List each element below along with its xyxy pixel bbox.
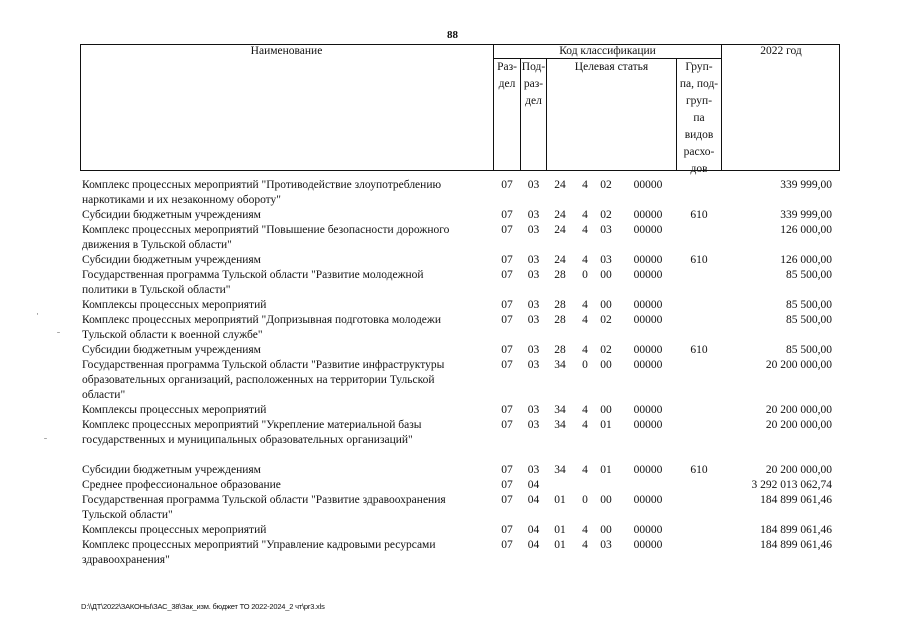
cell-t1: 34 <box>554 359 566 371</box>
cell-podrazdel: 03 <box>527 404 540 416</box>
table-row <box>80 538 840 568</box>
cell-t3: 00 <box>600 524 612 536</box>
cell-amount: 184 899 061,46 <box>760 524 832 536</box>
cell-podrazdel: 03 <box>527 314 540 326</box>
cell-t2: 4 <box>582 224 588 236</box>
cell-t2: 4 <box>582 299 588 311</box>
cell-t3: 01 <box>600 419 612 431</box>
table-row <box>80 208 840 223</box>
row-name <box>80 418 482 463</box>
row-name-line: государственных и муниципальных образовательных организаций" <box>82 434 413 446</box>
row-name <box>80 313 482 343</box>
header-podrazdel-line: дел <box>525 95 542 107</box>
cell-podrazdel: 04 <box>527 494 540 506</box>
cell-razdel: 07 <box>501 179 513 191</box>
cell-razdel: 07 <box>501 254 513 266</box>
row-name-line: Комплекс процессных мероприятий "Противодействие злоупотреблению <box>82 179 442 191</box>
header-group-line: дов <box>690 163 708 175</box>
cell-amount: 184 899 061,46 <box>760 494 832 506</box>
header-razdel-line: Раз- <box>497 61 517 73</box>
cell-razdel: 07 <box>501 419 513 431</box>
cell-t4: 00000 <box>633 269 663 281</box>
cell-podrazdel: 03 <box>527 179 540 191</box>
cell-t1: 28 <box>554 269 566 281</box>
row-name-line: Комплекс процессных мероприятий "Укрепление материальной базы <box>82 419 422 431</box>
row-name <box>80 178 482 208</box>
header-group <box>677 59 721 178</box>
cell-t3: 02 <box>600 209 612 221</box>
header-target: Целевая статья <box>574 61 649 73</box>
cell-amount: 85 500,00 <box>786 314 832 326</box>
cell-podrazdel: 03 <box>527 344 540 356</box>
row-name <box>80 268 482 298</box>
cell-t4: 00000 <box>633 344 663 356</box>
cell-group: 610 <box>690 344 708 356</box>
cell-razdel: 07 <box>501 344 513 356</box>
cell-t4: 00000 <box>633 179 663 191</box>
header-group-line: расхо- <box>683 146 715 158</box>
row-name-line: Комплекс процессных мероприятий "Управление кадровыми ресурсами <box>82 539 436 551</box>
cell-razdel: 07 <box>501 314 513 326</box>
cell-podrazdel: 03 <box>527 419 540 431</box>
cell-t1: 24 <box>554 179 566 191</box>
cell-t3: 00 <box>600 404 612 416</box>
row-name-line: Государственная программа Тульской области "Развитие инфраструктуры <box>82 359 445 371</box>
cell-t1: 34 <box>554 404 566 416</box>
cell-t2: 0 <box>582 269 588 281</box>
row-name-line: Тульской области" <box>82 509 173 521</box>
cell-razdel: 07 <box>501 524 513 536</box>
row-name <box>80 478 482 493</box>
cell-t4: 00000 <box>633 299 663 311</box>
cell-t2: 4 <box>582 179 588 191</box>
header-group-line: па, под- <box>679 78 719 90</box>
cell-podrazdel: 03 <box>527 254 540 266</box>
row-name-line: Субсидии бюджетным учреждениям <box>82 209 261 221</box>
row-name-line: области" <box>82 389 126 401</box>
cell-razdel: 07 <box>501 224 513 236</box>
cell-podrazdel: 03 <box>527 299 540 311</box>
cell-podrazdel: 04 <box>527 479 540 491</box>
table-row <box>80 268 840 298</box>
cell-t2: 4 <box>582 209 588 221</box>
cell-t4: 00000 <box>633 359 663 371</box>
cell-amount: 20 200 000,00 <box>765 464 832 476</box>
table-row <box>80 358 840 403</box>
row-name <box>80 538 482 568</box>
cell-t2: 4 <box>582 404 588 416</box>
row-name <box>80 208 482 223</box>
row-name <box>80 463 482 478</box>
cell-podrazdel: 03 <box>527 464 540 476</box>
cell-t2: 0 <box>582 494 588 506</box>
header-razdel-line: дел <box>498 78 516 90</box>
table-body <box>80 178 840 568</box>
row-name-line: Государственная программа Тульской области "Развитие здравоохранения <box>82 494 446 506</box>
cell-razdel: 07 <box>501 404 513 416</box>
cell-amount: 339 999,00 <box>780 209 832 221</box>
cell-t1: 01 <box>554 494 566 506</box>
cell-amount: 85 500,00 <box>786 269 832 281</box>
cell-t3: 00 <box>600 299 612 311</box>
table-row <box>80 178 840 208</box>
header-group-line: груп- <box>685 95 713 107</box>
row-name-line: Субсидии бюджетным учреждениям <box>82 464 261 476</box>
row-name-line: Комплексы процессных мероприятий <box>82 524 267 536</box>
cell-amount: 20 200 000,00 <box>765 404 832 416</box>
file-path-footer: D:\\ДТ\2022\ЗАКОНЫ\ЗАС_38\Зак_изм. бюджет ТО 2022-2024_2 чт\pr3.xls <box>81 602 325 611</box>
cell-razdel: 07 <box>501 494 513 506</box>
cell-t3: 02 <box>600 344 612 356</box>
row-name-line: Субсидии бюджетным учреждениям <box>82 344 261 356</box>
table-row <box>80 493 840 523</box>
header-code-group: Код классификации <box>559 45 656 57</box>
header-podrazdel <box>521 59 546 110</box>
cell-razdel: 07 <box>501 359 513 371</box>
cell-razdel: 07 <box>501 479 513 491</box>
row-name-line: Государственная программа Тульской области "Развитие молодежной <box>82 269 424 281</box>
cell-t2: 4 <box>582 419 588 431</box>
header-razdel <box>494 59 520 93</box>
row-name-line: Субсидии бюджетным учреждениям <box>82 254 261 266</box>
cell-t1: 34 <box>554 464 566 476</box>
cell-t3: 03 <box>600 224 612 236</box>
cell-amount: 3 292 013 062,74 <box>751 479 832 491</box>
cell-t3: 00 <box>600 269 612 281</box>
cell-razdel: 07 <box>501 209 513 221</box>
table-header <box>80 44 840 175</box>
row-name <box>80 223 482 253</box>
cell-t3: 01 <box>600 464 612 476</box>
row-name <box>80 358 482 403</box>
cell-t3: 02 <box>600 314 612 326</box>
cell-t3: 00 <box>600 494 612 506</box>
cell-podrazdel: 03 <box>527 224 540 236</box>
cell-t1: 01 <box>554 539 566 551</box>
margin-mark: ˗ <box>57 326 60 336</box>
row-name <box>80 493 482 523</box>
row-name-line: Комплекс процессных мероприятий "Повышение безопасности дорожного <box>82 224 450 236</box>
cell-podrazdel: 03 <box>527 209 540 221</box>
row-name-line: наркотиками и их незаконному обороту" <box>82 194 281 206</box>
cell-amount: 20 200 000,00 <box>765 359 832 371</box>
row-name-line: Тульской области к военной службе" <box>82 329 263 341</box>
header-year: 2022 год <box>760 45 802 57</box>
cell-t4: 00000 <box>633 209 663 221</box>
cell-t3: 03 <box>600 254 612 266</box>
page-number: 88 <box>447 29 458 41</box>
header-podrazdel-line: раз- <box>523 78 544 90</box>
cell-t2: 4 <box>582 464 588 476</box>
cell-t2: 4 <box>582 524 588 536</box>
row-name-line <box>82 448 482 463</box>
cell-razdel: 07 <box>501 269 513 281</box>
cell-amount: 184 899 061,46 <box>760 539 832 551</box>
row-name <box>80 523 482 538</box>
cell-amount: 85 500,00 <box>786 344 832 356</box>
cell-podrazdel: 04 <box>527 524 540 536</box>
cell-group: 610 <box>690 209 708 221</box>
cell-t3: 03 <box>600 539 612 551</box>
row-name-line: образовательных организаций, расположенных на территории Тульской <box>82 374 435 386</box>
cell-t3: 00 <box>600 359 612 371</box>
margin-mark: ˗ <box>44 432 47 442</box>
cell-amount: 20 200 000,00 <box>765 419 832 431</box>
row-name <box>80 253 482 268</box>
table-row <box>80 298 840 313</box>
table-row <box>80 253 840 268</box>
row-name-line: Комплексы процессных мероприятий <box>82 299 267 311</box>
table-row <box>80 523 840 538</box>
cell-t1: 28 <box>554 299 566 311</box>
cell-podrazdel: 03 <box>527 269 540 281</box>
cell-t2: 4 <box>582 539 588 551</box>
cell-t4: 00000 <box>633 419 663 431</box>
cell-t4: 00000 <box>633 524 663 536</box>
cell-t4: 00000 <box>633 404 663 416</box>
cell-t1: 24 <box>554 254 566 266</box>
cell-t1: 34 <box>554 419 566 431</box>
row-name <box>80 403 482 418</box>
cell-t4: 00000 <box>633 314 663 326</box>
cell-amount: 126 000,00 <box>780 224 832 236</box>
cell-t2: 4 <box>582 344 588 356</box>
cell-t4: 00000 <box>633 539 663 551</box>
row-name-line: здравоохранения" <box>82 554 170 566</box>
row-name <box>80 298 482 313</box>
cell-podrazdel: 03 <box>527 359 540 371</box>
cell-razdel: 07 <box>501 299 513 311</box>
header-group-line: па <box>693 112 705 124</box>
cell-t1: 01 <box>554 524 566 536</box>
row-name-line: Комплекс процессных мероприятий "Допризывная подготовка молодежи <box>82 314 441 326</box>
cell-t4: 00000 <box>633 254 663 266</box>
table-row <box>80 313 840 343</box>
margin-mark: · <box>36 309 39 319</box>
header-group-line: видов <box>684 129 714 141</box>
table-row <box>80 223 840 253</box>
cell-t4: 00000 <box>633 494 663 506</box>
row-name <box>80 343 482 358</box>
cell-t2: 4 <box>582 314 588 326</box>
table-row <box>80 418 840 463</box>
cell-t1: 24 <box>554 209 566 221</box>
table-row <box>80 403 840 418</box>
cell-group: 610 <box>690 464 708 476</box>
table-row <box>80 343 840 358</box>
cell-t1: 28 <box>554 344 566 356</box>
cell-t2: 4 <box>582 254 588 266</box>
header-podrazdel-line: Под- <box>521 61 546 73</box>
cell-podrazdel: 04 <box>527 539 540 551</box>
cell-t4: 00000 <box>633 224 663 236</box>
table-row <box>80 463 840 478</box>
row-name-line: политики в Тульской области" <box>82 284 231 296</box>
cell-t4: 00000 <box>633 464 663 476</box>
row-name-line: Среднее профессиональное образование <box>82 479 281 491</box>
cell-t2: 0 <box>582 359 588 371</box>
header-group-line: Груп- <box>685 61 713 73</box>
row-name-line: движения в Тульской области" <box>82 239 232 251</box>
cell-razdel: 07 <box>501 539 513 551</box>
cell-t1: 24 <box>554 224 566 236</box>
cell-amount: 339 999,00 <box>780 179 832 191</box>
cell-amount: 85 500,00 <box>786 299 832 311</box>
table-row <box>80 478 840 493</box>
cell-amount: 126 000,00 <box>780 254 832 266</box>
row-name-line: Комплексы процессных мероприятий <box>82 404 267 416</box>
header-name: Наименование <box>250 45 323 57</box>
cell-t1: 28 <box>554 314 566 326</box>
cell-group: 610 <box>690 254 708 266</box>
cell-razdel: 07 <box>501 464 513 476</box>
cell-t3: 02 <box>600 179 612 191</box>
